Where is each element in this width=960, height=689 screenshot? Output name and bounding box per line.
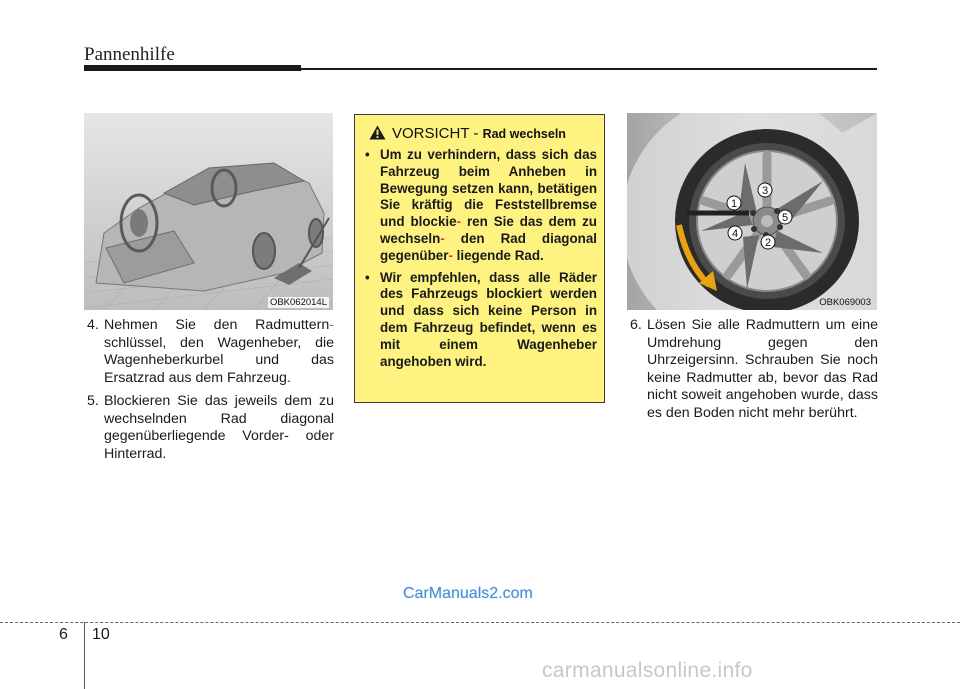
- car-jack-illustration: [84, 113, 333, 310]
- wheel-nuts-illustration: [627, 113, 877, 310]
- wheel-label-4: 4: [731, 228, 739, 240]
- warning-triangle-icon: [369, 125, 386, 140]
- hyphen-mark: -: [448, 247, 453, 263]
- wheel-label-1: 1: [730, 198, 738, 210]
- step-5: [84, 393, 334, 463]
- step-text-cont: schlüssel, den Wagenheber, die Wagenheberkurbel und das Ersatzrad aus dem Fahrzeug.: [104, 334, 334, 386]
- step-number: 4.: [87, 317, 99, 333]
- step-4: [84, 317, 334, 387]
- page-header-title: Pannenhilfe: [84, 44, 175, 65]
- wheel-label-2: 2: [764, 237, 772, 249]
- footer-divider: [84, 622, 85, 689]
- caution-title: [369, 125, 566, 142]
- wheel-drawing: [627, 113, 877, 310]
- car-drawing: [84, 113, 333, 310]
- site-watermark: carmanualsonline.info: [542, 659, 753, 682]
- caution-box: [354, 114, 605, 403]
- page-number: 10: [92, 626, 110, 643]
- caution-bullet-1: [365, 147, 597, 265]
- caution-label: VORSICHT -: [392, 125, 483, 142]
- bullet-text: ren Sie das dem zu wechseln: [380, 214, 597, 246]
- hyphen-mark: -: [329, 317, 334, 333]
- figure-caption: OBK062014L: [269, 297, 327, 308]
- step-6: [627, 317, 878, 422]
- caution-bullet-2: [365, 270, 597, 371]
- hyphen-mark: -: [440, 230, 445, 246]
- hyphen-mark: -: [456, 214, 462, 230]
- step-number: 6.: [630, 317, 642, 333]
- steps-left: [84, 317, 334, 469]
- step-text: Nehmen Sie den Radmuttern: [104, 317, 330, 333]
- caution-list: [365, 147, 597, 375]
- step-text: Lösen Sie alle Radmuttern um eine Umdrehung gegen den Uhrzeigersinn. Schrauben Sie noch keine Radmutter ab, bevor das Rad nicht soweit angehoben wurde, dass es den Boden nicht mehr berührt.: [647, 317, 878, 421]
- wheel-label-5: 5: [781, 212, 789, 224]
- bullet-dot: •: [365, 147, 370, 162]
- figure-caption: OBK069003: [819, 297, 871, 308]
- header-rule-thin: [301, 68, 877, 70]
- wheel-label-3: 3: [761, 185, 769, 197]
- bullet-text: Wir empfehlen, dass alle Räder des Fahrzeugs blockiert werden und dass sich keine Person in dem Fahrzeug befindet, wenn es mit einem Wagenheber angehoben wird.: [380, 269, 597, 369]
- bullet-dot: •: [365, 269, 370, 285]
- chapter-number: 6: [59, 626, 68, 643]
- bullet-text: Um zu verhindern, dass sich das Fahrzeug beim Anheben in Bewegung setzen kann, betätigen Sie kräftig die Feststellbremse und blockie: [380, 147, 597, 230]
- step-text: Blockieren Sie das jeweils dem zu wechselnden Rad diagonal gegenüberliegende Vorder- oder Hinterrad.: [104, 393, 334, 462]
- bullet-text: liegende Rad.: [456, 247, 544, 263]
- steps-right: [627, 317, 878, 428]
- header-rule-thick: [84, 65, 301, 71]
- caution-subtitle: Rad wechseln: [482, 127, 566, 141]
- footer-rule: [0, 622, 960, 623]
- bullet-text: den Rad diagonal gegenüber: [380, 230, 597, 263]
- step-number: 5.: [87, 393, 99, 409]
- watermark-link[interactable]: CarManuals2.com: [403, 585, 533, 602]
